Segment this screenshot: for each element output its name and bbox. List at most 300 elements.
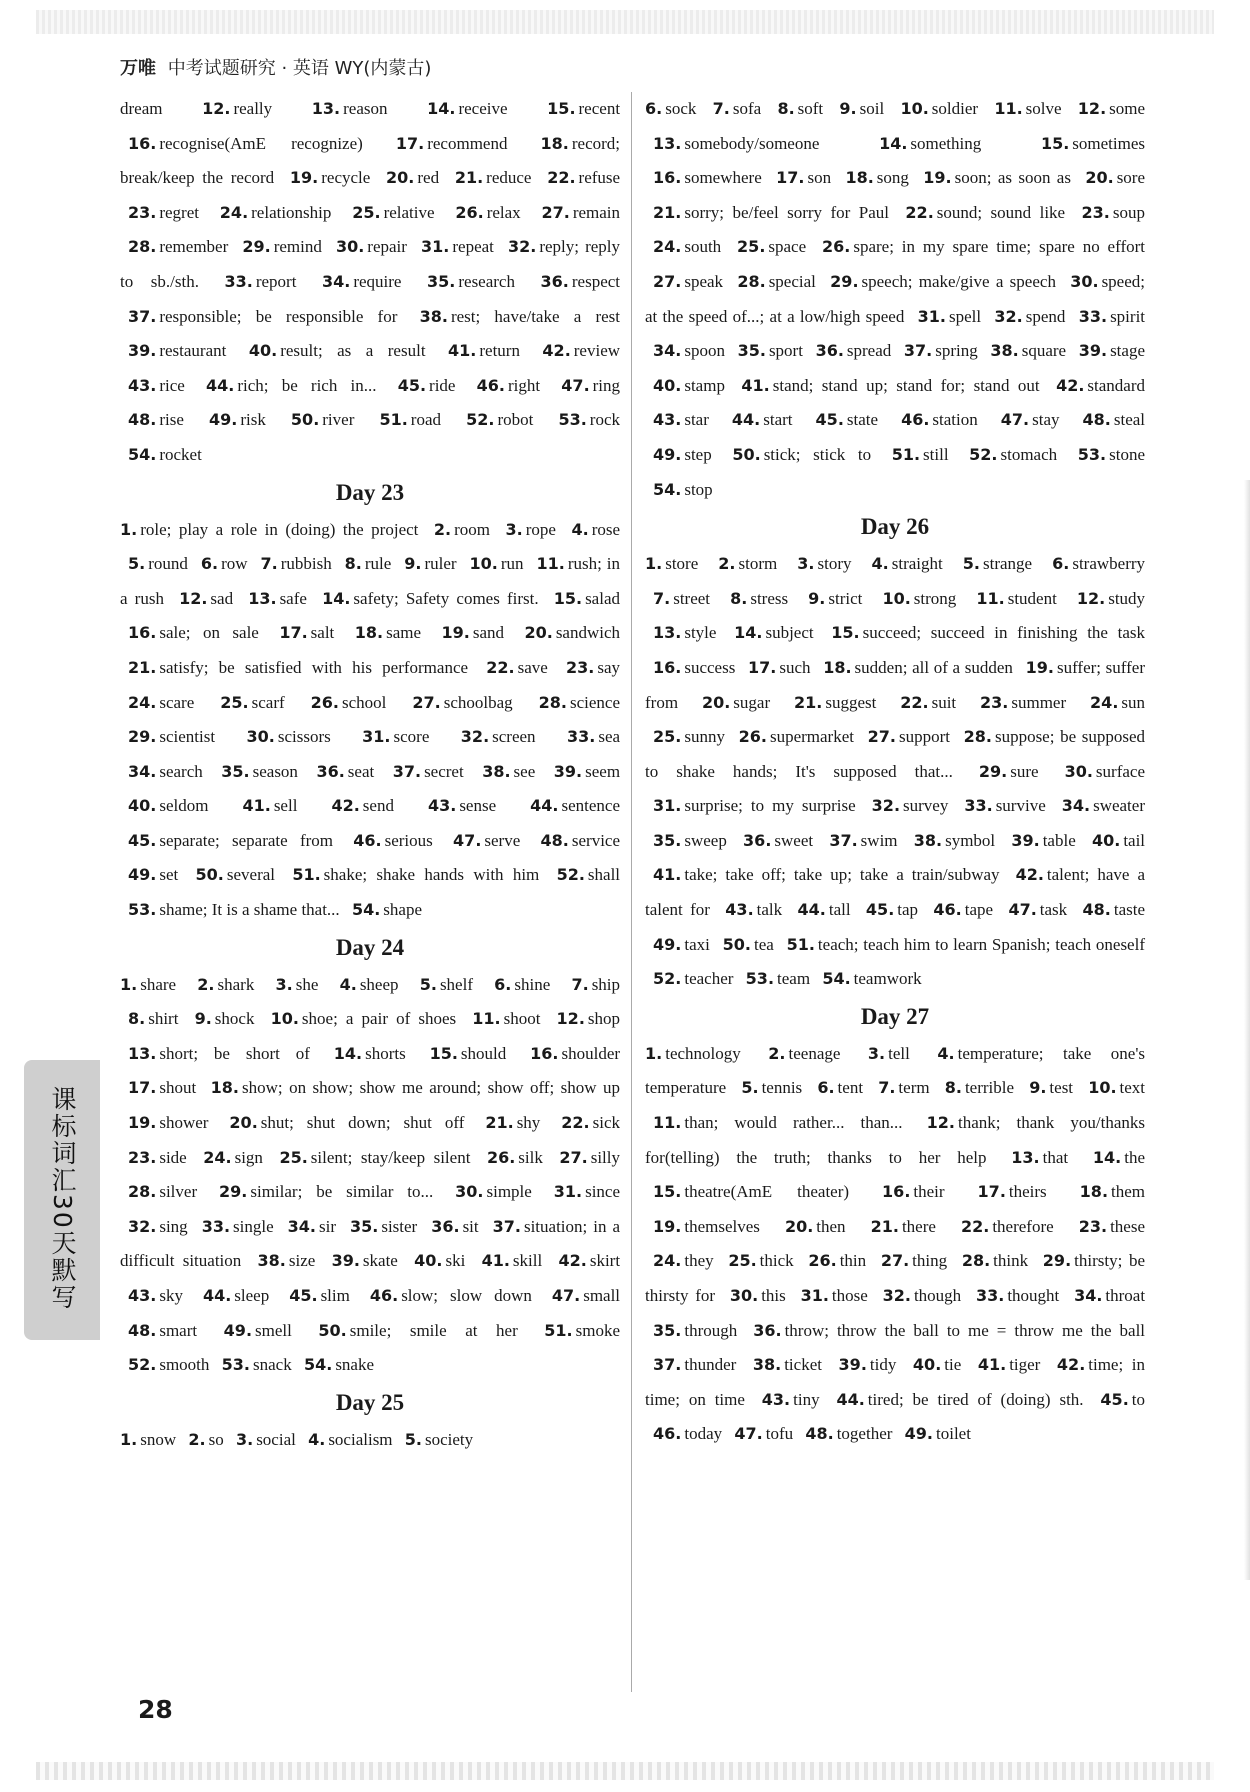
entry-word: summer (1011, 692, 1067, 712)
entry-word: screen (492, 727, 536, 747)
entry-word: thirsty; be thirsty for (645, 1251, 1146, 1305)
entry-number: 30. (729, 1286, 759, 1305)
entry-number: 18. (1079, 1182, 1109, 1202)
entry-number: 42. (558, 1251, 587, 1271)
entry-number: 35. (349, 1216, 379, 1236)
entry-word: strong (913, 588, 957, 608)
entry-word: tell (888, 1043, 910, 1063)
entry-word: standard (1087, 375, 1145, 395)
entry-word: sign (234, 1147, 263, 1167)
entry-word: surprise; to my surprise (684, 796, 856, 816)
entry-word: sock (665, 99, 697, 118)
entry-number: 30. (335, 237, 365, 257)
entry-number: 10. (270, 1009, 299, 1029)
entry-number: 52. (466, 410, 495, 430)
entry-number: 15. (547, 99, 576, 118)
entry-word: shine (514, 974, 551, 994)
entry-number: 27. (867, 727, 896, 747)
entry-number: 12. (556, 1009, 585, 1029)
entry-word: shape (383, 900, 422, 920)
entry-word: spread (846, 341, 892, 361)
entry-word: spirit (1110, 306, 1146, 326)
entry-word: reduce (486, 168, 532, 188)
entry-word: taxi (684, 934, 710, 954)
entry-number: 40. (414, 1251, 443, 1271)
entry-number: 8. (730, 588, 748, 608)
entry-number: 13. (1011, 1147, 1040, 1167)
entry-number: 15. (653, 1182, 682, 1202)
day-heading: Day 26 (860, 514, 930, 540)
entry-number: 28. (128, 237, 157, 257)
entry-number: 21. (794, 692, 823, 712)
entry-word: steal (1113, 410, 1146, 430)
entry-word: story (817, 554, 852, 574)
entry-number: 4. (871, 554, 889, 574)
entry-number: 32. (507, 237, 537, 257)
entry-number: 2. (768, 1043, 786, 1063)
entry-word: ride (429, 375, 456, 395)
entry-word: stand; stand up; stand for; stand out (772, 375, 1040, 395)
entry-number: 19. (653, 1216, 682, 1236)
entry-word: side (159, 1147, 187, 1167)
entry-word: say (597, 657, 620, 677)
entry-word: send (362, 796, 394, 816)
entry-word: today (684, 1424, 723, 1444)
entry-word: soon; as soon as (954, 168, 1071, 188)
entry-number: 4. (937, 1043, 955, 1063)
entry-number: 23. (565, 657, 595, 677)
entry-number: 45. (289, 1286, 318, 1305)
entry-word: teamwork (853, 969, 922, 989)
entry-number: 47. (453, 830, 482, 850)
entry-number: 12. (202, 99, 231, 118)
entry-word: tiny (793, 1389, 820, 1409)
entry-word: sport (768, 341, 803, 361)
entry-word: tiger (1009, 1355, 1041, 1375)
entry-number: 43. (725, 900, 754, 920)
entry-word: shoot (503, 1009, 541, 1029)
entry-word: reason (343, 99, 388, 118)
entry-number: 33. (964, 796, 993, 816)
entry-number: 14. (322, 588, 351, 608)
entry-word: score (393, 727, 430, 747)
entry-word: respect (571, 271, 621, 291)
entry-word: sand (472, 623, 504, 643)
entry-number: 24. (203, 1147, 232, 1167)
entry-number: 46. (353, 830, 382, 850)
entry-number: 6. (645, 99, 663, 118)
entry-word: several (226, 865, 276, 885)
entry-number: 10. (900, 99, 929, 118)
entry-number: 54. (128, 444, 157, 464)
brand-logo: 万唯 (120, 58, 156, 79)
entry-number: 44. (202, 1286, 232, 1305)
entry-word: skate (362, 1251, 398, 1271)
entry-number: 24. (1090, 692, 1119, 712)
entry-number: 5. (404, 1429, 422, 1449)
entry-number: 16. (653, 168, 682, 188)
entry-word: shark (217, 974, 255, 994)
entry-word: thing (912, 1251, 948, 1271)
entry-number: 7. (712, 99, 730, 118)
entry-number: 9. (808, 588, 826, 608)
entry-word: stick; stick to (763, 444, 872, 464)
entry-number: 1. (120, 519, 138, 539)
entry-number: 13. (128, 1043, 157, 1063)
entry-word: they (684, 1251, 714, 1271)
entry-number: 51. (292, 865, 321, 885)
entry-number: 41. (242, 796, 271, 816)
entry-number: 54. (822, 969, 851, 989)
entry-word: stomach (1000, 444, 1058, 464)
entry-word: red (417, 168, 440, 188)
entry-number: 10. (882, 588, 911, 608)
entry-word: suggest (825, 692, 877, 712)
entry-word: repeat (452, 237, 494, 257)
entry-word: straight (891, 554, 943, 574)
entry-number: 26. (486, 1147, 516, 1167)
entry-number: 31. (362, 727, 391, 747)
entry-word: stay (1032, 410, 1060, 430)
entry-number: 47. (1000, 410, 1030, 430)
entry-word: start (763, 410, 793, 430)
entry-number: 36. (431, 1216, 460, 1236)
entry-number: 13. (248, 588, 277, 608)
entry-number: 2. (188, 1429, 206, 1449)
entry-word: role; play a role in (doing) the project (140, 519, 419, 539)
entry-word: shame; It is a shame that... (159, 900, 340, 920)
entry-number: 5. (962, 554, 980, 574)
entry-number: 37. (128, 306, 157, 326)
entry-number: 39. (553, 761, 583, 781)
entry-number: 50. (290, 410, 320, 430)
entry-number: 4. (571, 519, 589, 539)
day-heading: Day 25 (335, 1389, 405, 1415)
entry-number: 8. (128, 1009, 146, 1029)
entry-number: 26. (808, 1251, 837, 1271)
entry-word: salt (310, 623, 335, 643)
entry-word: recommend (427, 133, 508, 153)
entry-word: store (665, 554, 699, 574)
entry-number: 22. (561, 1113, 590, 1133)
entry-number: 14. (879, 133, 908, 153)
entry-number: 22. (960, 1216, 990, 1236)
entry-number: 9. (404, 554, 422, 574)
entry-number: 40. (248, 341, 278, 361)
entry-number: 49. (223, 1320, 253, 1340)
entry-number: 34. (128, 761, 157, 781)
left-column (120, 92, 620, 1457)
entry-word: some (1109, 99, 1146, 118)
entry-word: remind (273, 237, 322, 257)
entry-number: 18. (354, 623, 384, 643)
entry-number: 8. (944, 1078, 962, 1098)
entry-word: sister (381, 1216, 418, 1236)
entry-number: 46. (369, 1286, 399, 1305)
entry-word: space (768, 237, 807, 257)
entry-number: 50. (732, 444, 761, 464)
entry-word: rocket (159, 444, 202, 464)
page-header (120, 54, 431, 80)
day-heading: Day 27 (860, 1003, 930, 1029)
entry-word: ring (592, 375, 621, 395)
entry-number: 20. (701, 692, 731, 712)
entry-word: short; be short of (159, 1043, 310, 1063)
entry-word: somebody/someone (684, 133, 820, 153)
entry-word: solve (1025, 99, 1062, 118)
entry-number: 8. (344, 554, 362, 574)
entry-word: swim (860, 830, 898, 850)
entry-number: 22. (486, 657, 515, 677)
entry-word: size (288, 1251, 316, 1271)
side-tab-label: 课标词汇30天默写 (48, 1086, 77, 1311)
entry-word: spend (1025, 306, 1066, 326)
entry-number: 25. (352, 202, 381, 222)
entry-number: 29. (219, 1182, 248, 1202)
entry-word: suit (931, 692, 957, 712)
entry-number: 9. (1029, 1078, 1047, 1098)
entry-word: smart (159, 1320, 198, 1340)
entry-number: 25. (220, 692, 249, 712)
entry-word: step (684, 444, 712, 464)
entry-number: 50. (722, 934, 751, 954)
entry-number: 32. (460, 727, 490, 747)
entry-number: 3. (275, 974, 293, 994)
entry-word: sing (159, 1216, 188, 1236)
entry-word: snake (335, 1355, 375, 1375)
entry-number: 39. (1011, 830, 1040, 850)
entry-number: 19. (923, 168, 952, 188)
entry-word: schoolbag (443, 692, 513, 712)
entry-number: 15. (429, 1043, 458, 1063)
entry-word: slow; slow down (401, 1286, 532, 1305)
entry-word: tea (753, 934, 774, 954)
entry-word: shut; shut down; shut off (260, 1113, 465, 1133)
entry-number: 43. (128, 375, 157, 395)
entry-word: rubbish (280, 554, 332, 574)
day-heading: Day 24 (335, 934, 405, 960)
entry-number: 33. (975, 1286, 1005, 1305)
entry-word: thin (839, 1251, 867, 1271)
entry-word: school (341, 692, 387, 712)
entry-word: tail (1123, 830, 1146, 850)
entry-word: smell (255, 1320, 292, 1340)
entry-word: through (684, 1320, 738, 1340)
entry-number: 9. (839, 99, 857, 118)
entry-number: 27. (541, 202, 570, 222)
vocab-block (645, 1037, 1145, 1452)
entry-number: 23. (128, 1147, 157, 1167)
entry-number: 5. (419, 974, 437, 994)
entry-word: sea (598, 727, 621, 747)
entry-word: survive (995, 796, 1046, 816)
entry-number: 38. (419, 306, 448, 326)
entry-number: 20. (524, 623, 553, 643)
entry-word: strange (983, 554, 1033, 574)
entry-word: still (923, 444, 949, 464)
entry-number: 42. (1056, 1355, 1086, 1375)
entry-number: 26. (455, 202, 484, 222)
entry-number: 12. (1077, 99, 1107, 118)
entry-word: share (140, 974, 177, 994)
entry-number: 30. (1064, 761, 1093, 781)
entry-word: road (410, 410, 442, 430)
entry-number: 50. (318, 1320, 347, 1340)
entry-number: 42. (1015, 865, 1044, 885)
entry-number: 12. (1076, 588, 1106, 608)
entry-word: tall (828, 900, 851, 920)
entry-number: 23. (1078, 1216, 1108, 1236)
entry-word: responsible; be responsible for (159, 306, 398, 326)
entry-number: 53. (128, 900, 157, 920)
entry-word: sugar (733, 692, 771, 712)
entry-number: 48. (128, 1320, 157, 1340)
entry-word: silent; stay/keep silent (310, 1147, 471, 1167)
entry-word: skirt (589, 1251, 621, 1271)
entry-word: storm (738, 554, 778, 574)
entry-word: soft (797, 99, 824, 118)
entry-word: success (684, 657, 736, 677)
entry-number: 47. (551, 1286, 581, 1305)
entry-word: show; on show; show me around; show off; show up (242, 1078, 620, 1098)
entry-word: research (458, 271, 515, 291)
entry-number: 35. (221, 761, 250, 781)
right-column (645, 92, 1145, 1452)
entry-number: 14. (427, 99, 456, 118)
entry-word: sense (459, 796, 497, 816)
entry-number: 45. (397, 375, 427, 395)
vocab-block (120, 1423, 620, 1458)
entry-word: science (570, 692, 621, 712)
entry-word: small (583, 1286, 621, 1305)
entry-word: rose (591, 519, 621, 539)
entry-number: 14. (333, 1043, 363, 1063)
entry-word: separate; separate from (159, 830, 333, 850)
entry-number: 3. (505, 519, 523, 539)
entry-word: square (1021, 341, 1067, 361)
entry-number: 32. (994, 306, 1023, 326)
entry-word: scissors (277, 727, 331, 747)
entry-word: sandwich (555, 623, 621, 643)
entry-number: 50. (195, 865, 224, 885)
entry-word: this (761, 1286, 786, 1305)
entry-word: speech; make/give a speech (861, 271, 1056, 291)
entry-number: 16. (530, 1043, 559, 1063)
entry-number: 15. (831, 623, 860, 643)
entry-word: sudden; all of a sudden (854, 657, 1013, 677)
entry-word: task (1039, 900, 1068, 920)
entry-number: 49. (904, 1424, 933, 1444)
vocab-block (120, 968, 620, 1383)
entry-word: save (517, 657, 548, 677)
entry-word: smoke (575, 1320, 621, 1340)
scan-top-strip (36, 10, 1214, 34)
entry-number: 46. (933, 900, 962, 920)
entry-number: 38. (752, 1355, 782, 1375)
entry-number: 14. (1092, 1147, 1122, 1167)
column-divider (631, 92, 632, 1692)
entry-word: stage (1110, 341, 1145, 361)
entry-number: 10. (469, 554, 498, 574)
entry-word: reply; reply to sb./sth. (120, 237, 621, 291)
entry-number: 17. (776, 168, 805, 188)
entry-word: stress (750, 588, 789, 608)
entry-word: sick (592, 1113, 621, 1133)
entry-word: shock (214, 1009, 255, 1029)
entry-word: silly (590, 1147, 620, 1167)
entry-word: special (768, 271, 816, 291)
entry-word: theatre(AmE theater) (684, 1182, 850, 1202)
entry-number: 23. (980, 692, 1009, 712)
entry-number: 26. (822, 237, 851, 257)
entry-word: silver (159, 1182, 198, 1202)
entry-word: recycle (321, 168, 371, 188)
entry-number: 27. (559, 1147, 588, 1167)
entry-word: socialism (328, 1429, 393, 1449)
entry-number: 13. (311, 99, 341, 118)
entry-number: 34. (321, 271, 351, 291)
entry-word: sure (1010, 761, 1039, 781)
entry-word: subject (765, 623, 814, 643)
entry-word: snack (253, 1355, 292, 1375)
entry-word: technology (665, 1043, 741, 1063)
entry-word: theirs (1008, 1182, 1047, 1202)
entry-word: tennis (761, 1078, 803, 1098)
entry-number: 5. (741, 1078, 759, 1098)
entry-number: 52. (556, 865, 585, 885)
entry-word: repair (367, 237, 407, 257)
entry-number: 48. (128, 410, 157, 430)
entry-word: tent (837, 1078, 864, 1098)
entry-number: 19. (128, 1113, 157, 1133)
entry-number: 54. (351, 900, 381, 920)
entry-number: 33. (1078, 306, 1108, 326)
entry-word: slim (320, 1286, 350, 1305)
entry-word: soldier (931, 99, 979, 118)
entry-number: 39. (1078, 341, 1108, 361)
entry-word: throw; throw the ball to me = throw me the ball (784, 1320, 1146, 1340)
entry-word: tie (944, 1355, 962, 1375)
entry-number: 47. (734, 1424, 763, 1444)
entry-number: 51. (891, 444, 921, 464)
entry-word: south (684, 237, 722, 257)
entry-word: require (353, 271, 402, 291)
entry-word: seldom (159, 796, 209, 816)
entry-word: shake; shake hands with him (323, 865, 540, 885)
entry-word: social (256, 1429, 296, 1449)
entry-number: 17. (748, 657, 777, 677)
entry-word: dream (120, 99, 163, 118)
entry-word: these (1110, 1216, 1145, 1236)
entry-number: 53. (221, 1355, 250, 1375)
entry-word: though (913, 1286, 962, 1305)
entry-number: 41. (481, 1251, 510, 1271)
entry-number: 45. (128, 830, 157, 850)
entry-word: serious (384, 830, 433, 850)
entry-word: refuse (578, 168, 621, 188)
entry-word: see (513, 761, 536, 781)
entry-word: there (901, 1216, 936, 1236)
entry-number: 46. (476, 375, 505, 395)
entry-word: sheep (359, 974, 399, 994)
entry-word: test (1049, 1078, 1074, 1098)
entry-word: something (910, 133, 982, 153)
entry-word: station (932, 410, 978, 430)
entry-number: 6. (494, 974, 512, 994)
entry-word: simple (486, 1182, 532, 1202)
entry-number: 36. (753, 1320, 782, 1340)
entry-number: 17. (977, 1182, 1006, 1202)
